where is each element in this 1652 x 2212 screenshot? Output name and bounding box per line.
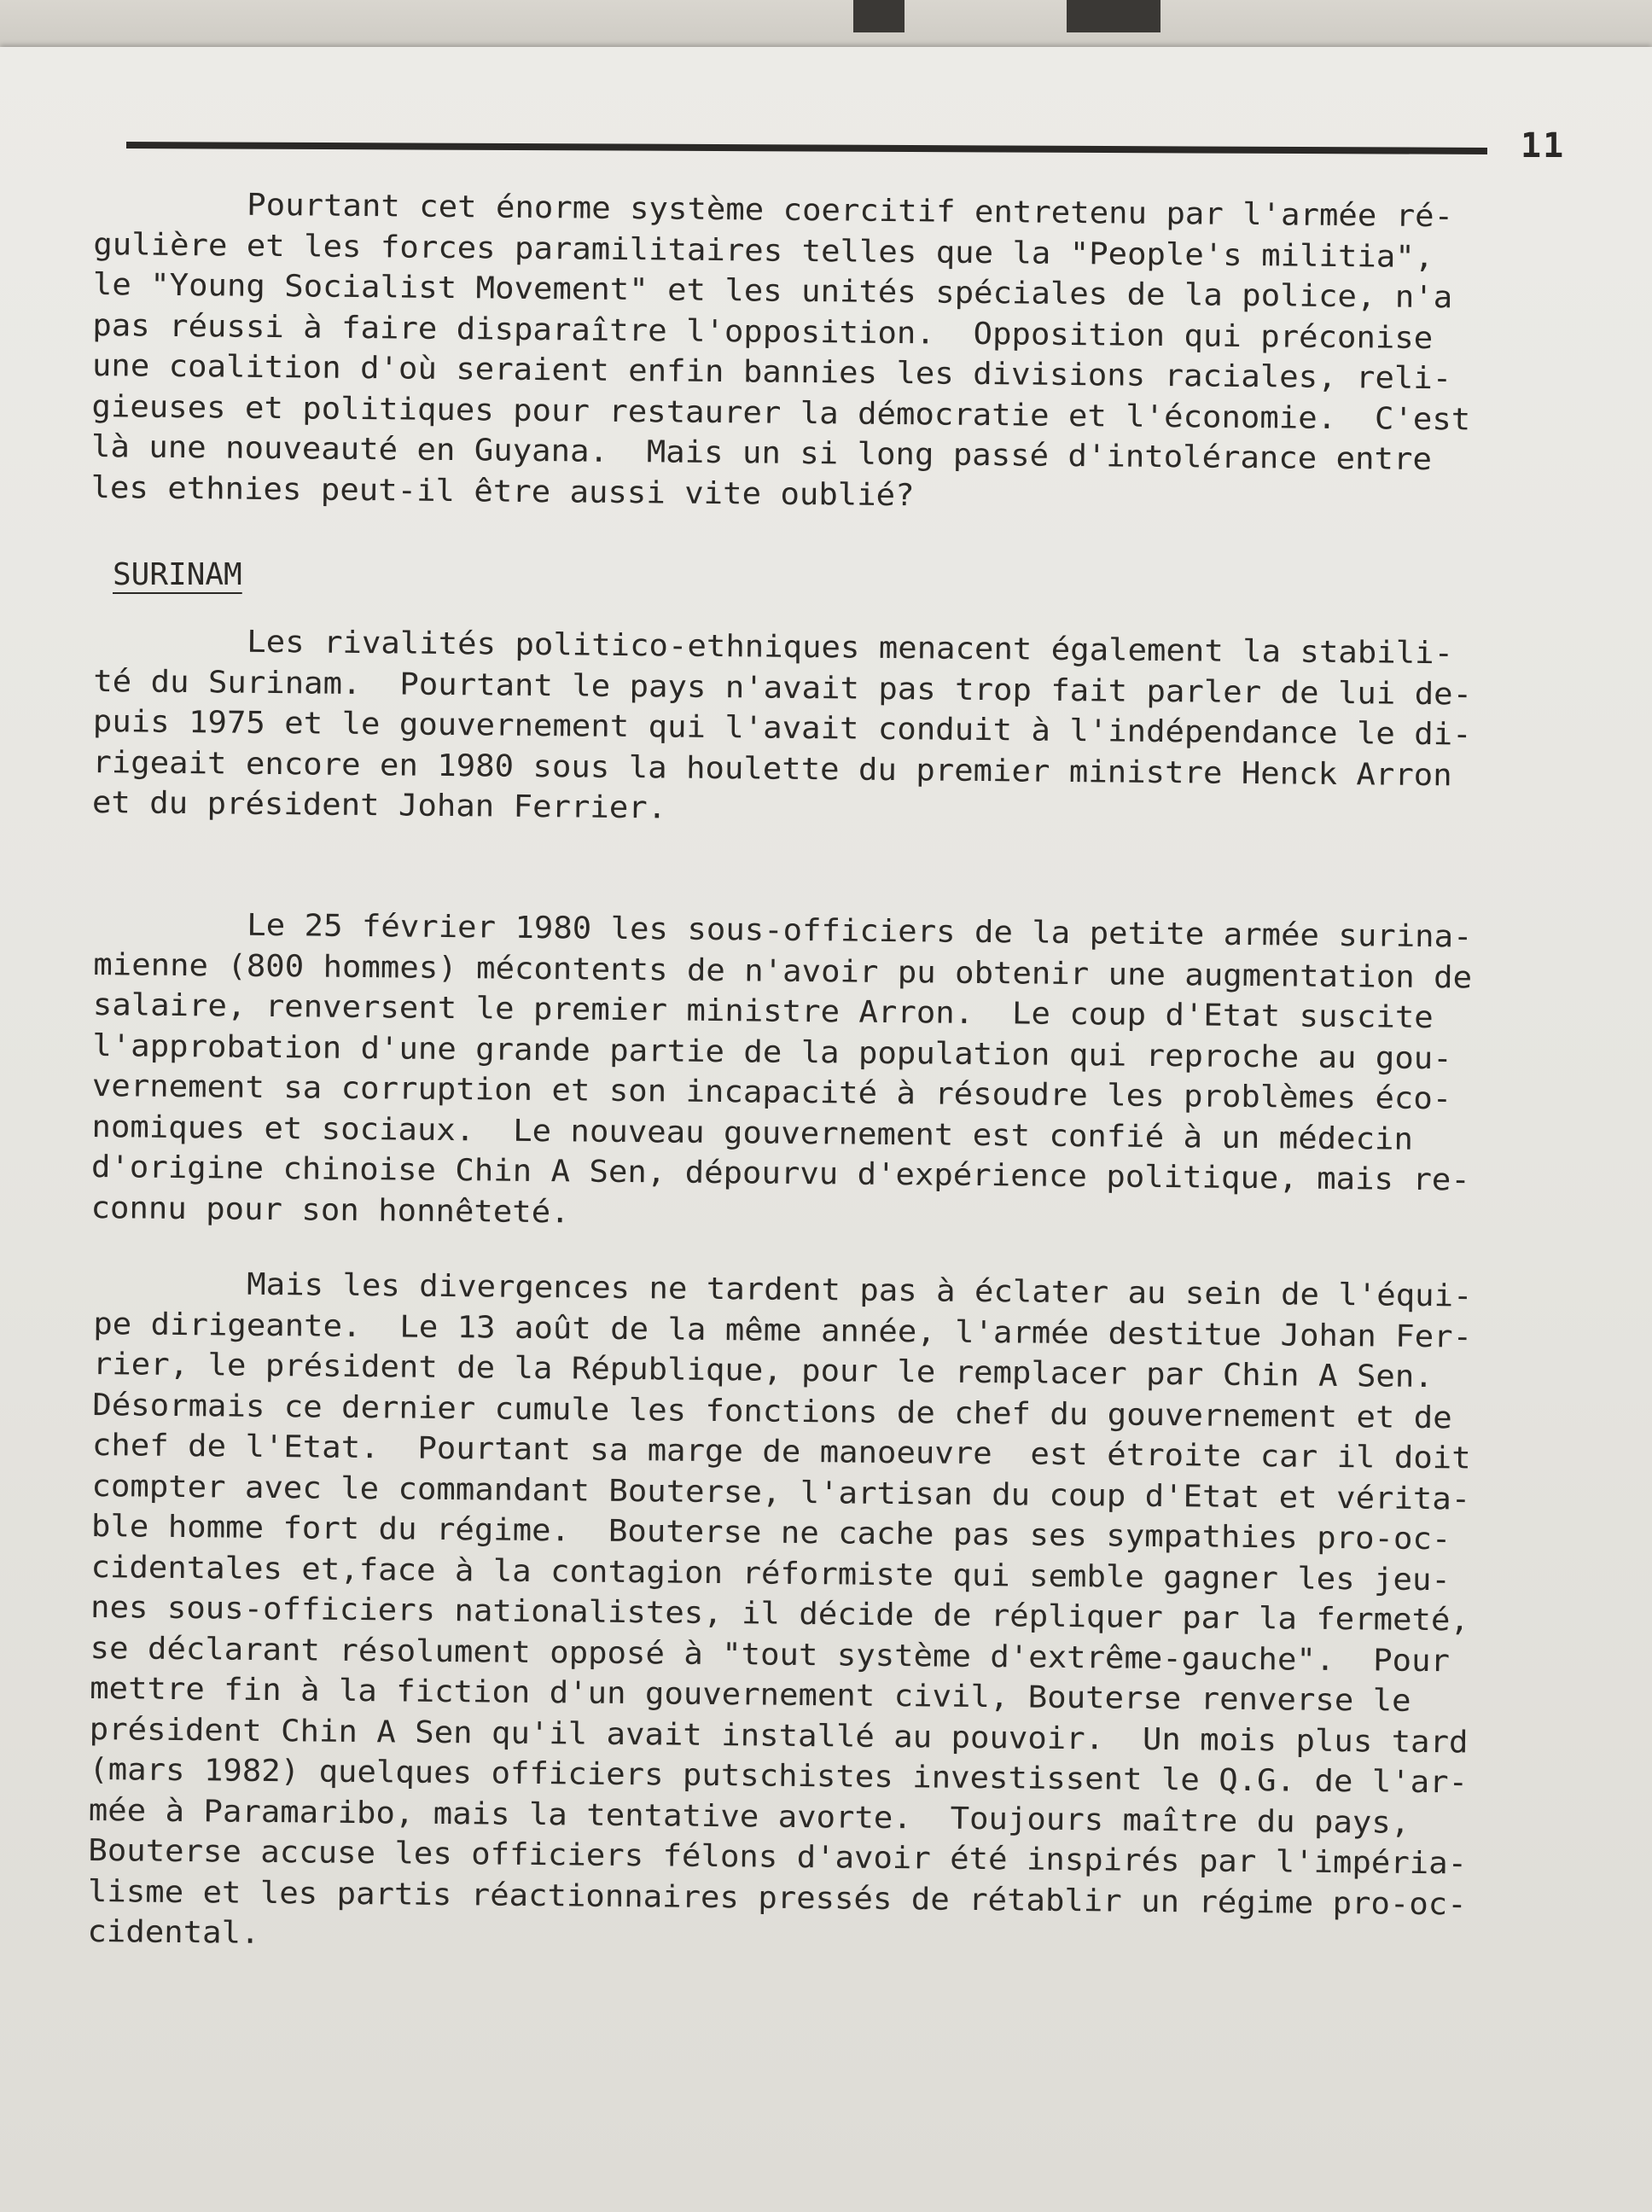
text-line: mienne (800 hommes) mécontents de n'avoir pu obtenir une augmentation de [93,946,1473,996]
text-line: cidental. [87,1913,260,1951]
document-page [0,47,1652,2212]
text-line: Le 25 février 1980 les sous-officiers de la petite armée surina- [93,905,1473,955]
text-line: Désormais ce dernier cumule les fonctions de chef du gouvernement et de [92,1387,1452,1435]
underlying-page-mark [1067,0,1160,32]
text-line: et du président Johan Ferrier. [91,784,667,826]
paragraph-2 [92,620,1596,837]
text-line: Bouterse accuse les officiers félons d'avoir été inspirés par l'impéria- [88,1832,1468,1882]
text-line: Les rivalités politico-ethniques menacent également la stabili- [93,622,1454,672]
text-line: puis 1975 et le gouvernement qui l'avait conduit à l'indépendance le di- [92,703,1472,753]
header-rule [126,142,1487,154]
text-line: se déclarant résolument opposé à "tout système d'extrême-gauche". Pour [90,1630,1451,1679]
text-line: ble homme fort du régime. Bouterse ne cache pas ses sympathies pro-oc- [90,1508,1451,1557]
text-line: vernement sa corruption et son incapacité à résoudre les problèmes éco- [91,1068,1452,1117]
text-line: compter avec le commandant Bouterse, l'artisan du coup d'Etat et vérita- [91,1468,1471,1516]
text-line: nes sous-officiers nationalistes, il décide de répliquer par la fermeté, [90,1589,1470,1639]
text-line: rier, le président de la République, pour le remplacer par Chin A Sen. [92,1346,1434,1395]
text-line: le "Young Socialist Movement" et les unités spéciales de la police, n'a [92,266,1453,316]
text-line: connu pour son honnêteté. [90,1190,570,1230]
paragraph-4 [87,1263,1596,1966]
text-line: Mais les divergences ne tardent pas à éclater au sein de l'équi- [93,1265,1473,1314]
text-line: pas réussi à faire disparaître l'opposition. Opposition qui préconise [92,307,1434,356]
text-line: chef de l'Etat. Pourtant sa marge de manoeuvre est étroite car il doit [91,1427,1471,1476]
underlying-page-mark [853,0,905,32]
text-line: té du Surinam. Pourtant le pays n'avait pas trop fait parler de lui de- [93,663,1473,713]
text-line: d'origine chinoise Chin A Sen, dépourvu d'expérience politique, mais re- [90,1149,1470,1198]
text-line: gieuses et politiques pour restaurer la démocratie et l'économie. C'est [91,388,1471,437]
text-line: président Chin A Sen qu'il avait installé au pouvoir. Un mois plus tard [89,1711,1469,1760]
text-line: gulière et les forces paramilitaires telles que la "People's militia", [93,226,1434,275]
text-line: Pourtant cet énorme système coercitif entretenu par l'armée ré- [93,185,1454,235]
page-number: 11 [1521,126,1566,166]
text-line: lisme et les partis réactionnaires pressés de rétablir un régime pro-oc- [87,1873,1467,1922]
text-line: mée à Paramaribo, mais la tentative avorte. Toujours maître du pays, [88,1792,1411,1841]
text-line: une coalition d'où seraient enfin bannies les divisions raciales, reli- [91,347,1452,397]
text-line: nomiques et sociaux. Le nouveau gouvernement est confié à un médecin [91,1109,1414,1157]
text-line: rigeait encore en 1980 sous la houlette du premier ministre Henck Arron [92,744,1452,793]
text-line: les ethnies peut-il être aussi vite oublié? [90,469,915,513]
text-line: pe dirigeante. Le 13 août de la même année, l'armée destitue Johan Fer- [93,1306,1473,1355]
section-heading: SURINAM [113,557,242,592]
text-line: salaire, renversent le premier ministre Arron. Le coup d'Etat suscite [92,987,1434,1036]
paragraph-1 [90,183,1596,522]
text-line: là une nouveauté en Guyana. Mais un si long passé d'intolérance entre [90,428,1433,478]
paragraph-3 [90,904,1596,1243]
text-line: l'approbation d'une grande partie de la population qui reproche au gou- [92,1027,1452,1076]
text-line: cidentales et,face à la contagion réformiste qui semble gagner les jeu- [90,1549,1451,1598]
text-line: (mars 1982) quelques officiers putschistes investissent le Q.G. de l'ar- [89,1751,1469,1801]
text-line: mettre fin à la fiction d'un gouvernement civil, Bouterse renverse le [90,1670,1411,1719]
